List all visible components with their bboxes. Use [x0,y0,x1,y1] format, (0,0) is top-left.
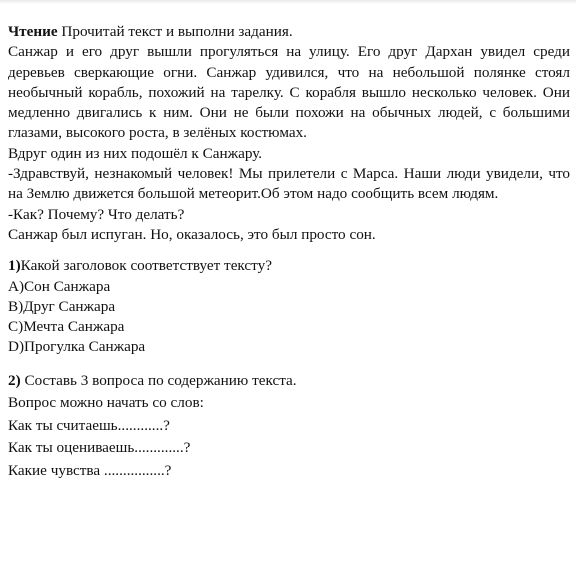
task-1-option-d: D)Прогулка Санжара [8,338,146,356]
reading-heading-bold: Чтение [8,23,58,40]
reading-heading-instruction: Прочитай текст и выполни задания. [57,23,293,40]
task-2-starter-2: Как ты оцениваешь.............? [8,439,191,457]
story-paragraph-3: -Здравствуй, незнакомый человек! Мы прилетели с Марса. Наши люди увидели, что на Землю движется большой метеорит.Об этом надо сообщить всем людям. [8,165,570,203]
story-paragraph-4: -Как? Почему? Что делать? [8,205,185,223]
task-1-option-b: B)Друг Санжара [8,297,116,315]
task-1-question [8,256,570,276]
top-edge-shadow [0,0,576,4]
task-2-starter-3: Какие чувства ................? [8,461,172,479]
task-2-instruction-text: Составь 3 вопроса по содержанию текста. [20,371,297,389]
worksheet [8,22,570,482]
story-paragraph-1: Санжар и его друг вышли прогуляться на улицу. Его друг Дархан увидел среди деревьев сверкающие огни. Санжар удивился, что на небольшой полянке стоял необычный корабль, похожий на тарелку. С корабля вышло несколько человек. Они медленно двигались к ним. Они не были похожи на обычных людей, с большими глазами, высокого роста, в зелёных костюмах. [8,43,570,142]
task-2-number: 2) [8,371,21,389]
reading-heading [8,22,570,42]
task-1 [8,256,570,357]
task-2-instruction [8,370,570,393]
task-1-number: 1) [8,257,21,275]
story-paragraph-5: Санжар был испуган. Но, оказалось, это был просто сон. [8,225,376,243]
task-2-hint: Вопрос можно начать со слов: [8,394,204,412]
task-2-starter-1: Как ты считаешь............? [8,416,170,434]
task-1-option-c: C)Мечта Санжара [8,318,125,336]
story-paragraph-2: Вдруг один из них подошёл к Санжару. [8,144,263,162]
task-1-option-a: A)Сон Санжара [8,277,111,295]
task-2 [8,370,570,483]
task-1-question-text: Какой заголовок соответствует тексту? [20,257,272,275]
